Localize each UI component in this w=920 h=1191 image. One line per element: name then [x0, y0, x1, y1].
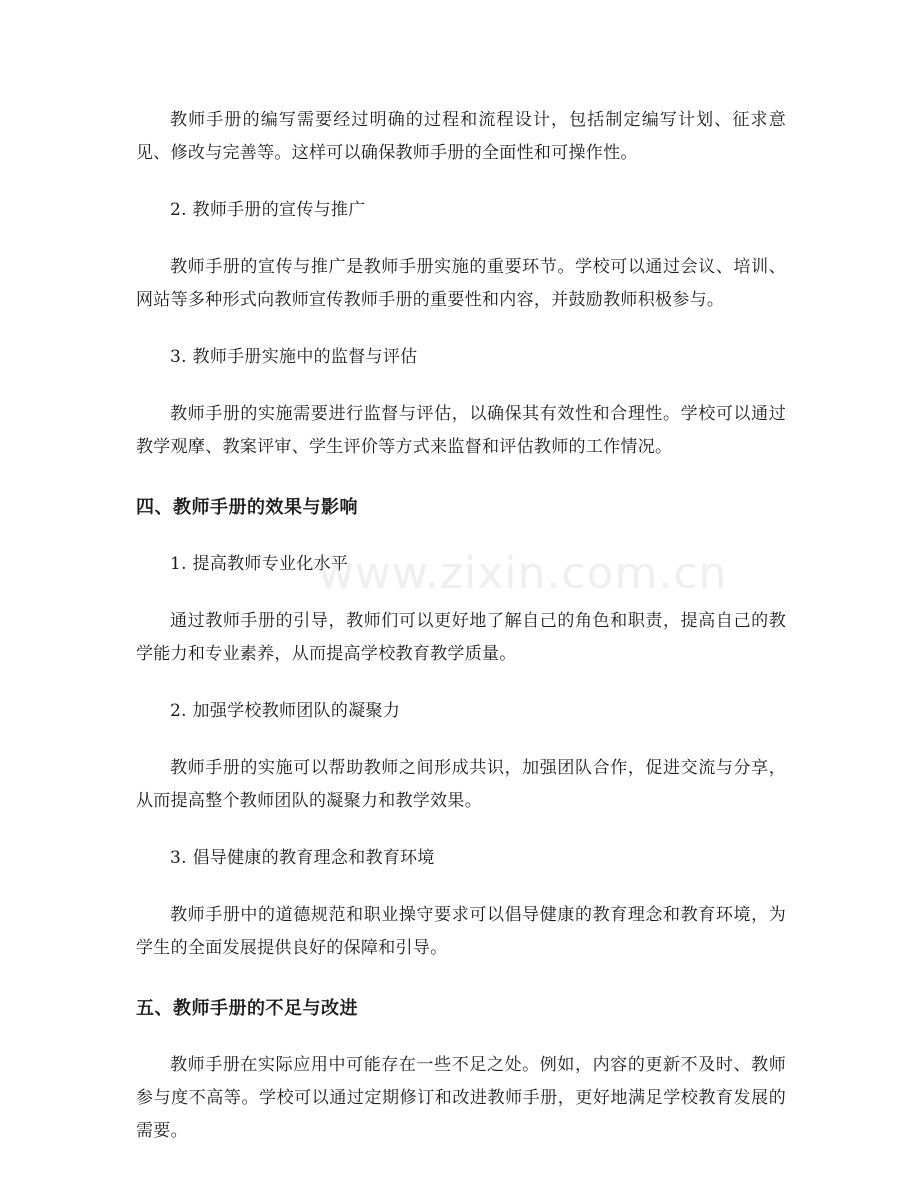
paragraph-improvement: 教师手册在实际应用中可能存在一些不足之处。例如，内容的更新不及时、教师参与度不高等。学校可以通过定期修订和改进教师手册，更好地满足学校教育发展的需要。 [136, 1055, 786, 1141]
section-heading-effects: 四、教师手册的效果与影响 [136, 497, 358, 518]
section-heading-improvement: 五、教师手册的不足与改进 [136, 998, 358, 1019]
watermark-text: www.zixin.com.cn [318, 548, 728, 599]
paragraph-compilation-process: 教师手册的编写需要经过明确的过程和流程设计，包括制定编写计划、征求意见、修改与完善等。这样可以确保教师手册的全面性和可操作性。 [136, 110, 786, 163]
paragraph-promotion: 教师手册的宣传与推广是教师手册实施的重要环节。学校可以通过会议、培训、网站等多种形式向教师宣传教师手册的重要性和内容，并鼓励教师积极参与。 [136, 257, 786, 310]
subheading-professionalism: 1. 提高教师专业化水平 [170, 554, 349, 574]
document-body [136, 104, 786, 1148]
subheading-healthy-education: 3. 倡导健康的教育理念和教育环境 [170, 848, 435, 868]
paragraph-supervision: 教师手册的实施需要进行监督与评估，以确保其有效性和合理性。学校可以通过教学观摩、教案评审、学生评价等方式来监督和评估教师的工作情况。 [136, 404, 786, 457]
subheading-supervision: 3. 教师手册实施中的监督与评估 [170, 347, 418, 367]
paragraph-healthy-education: 教师手册中的道德规范和职业操守要求可以倡导健康的教育理念和教育环境，为学生的全面发展提供良好的保障和引导。 [136, 905, 786, 958]
subheading-team-cohesion: 2. 加强学校教师团队的凝聚力 [170, 701, 401, 721]
paragraph-team-cohesion: 教师手册的实施可以帮助教师之间形成共识，加强团队合作，促进交流与分享，从而提高整个教师团队的凝聚力和教学效果。 [136, 758, 786, 811]
subheading-promotion: 2. 教师手册的宣传与推广 [170, 200, 366, 220]
paragraph-professionalism: 通过教师手册的引导，教师们可以更好地了解自己的角色和职责，提高自己的教学能力和专业素养，从而提高学校教育教学质量。 [136, 611, 786, 664]
